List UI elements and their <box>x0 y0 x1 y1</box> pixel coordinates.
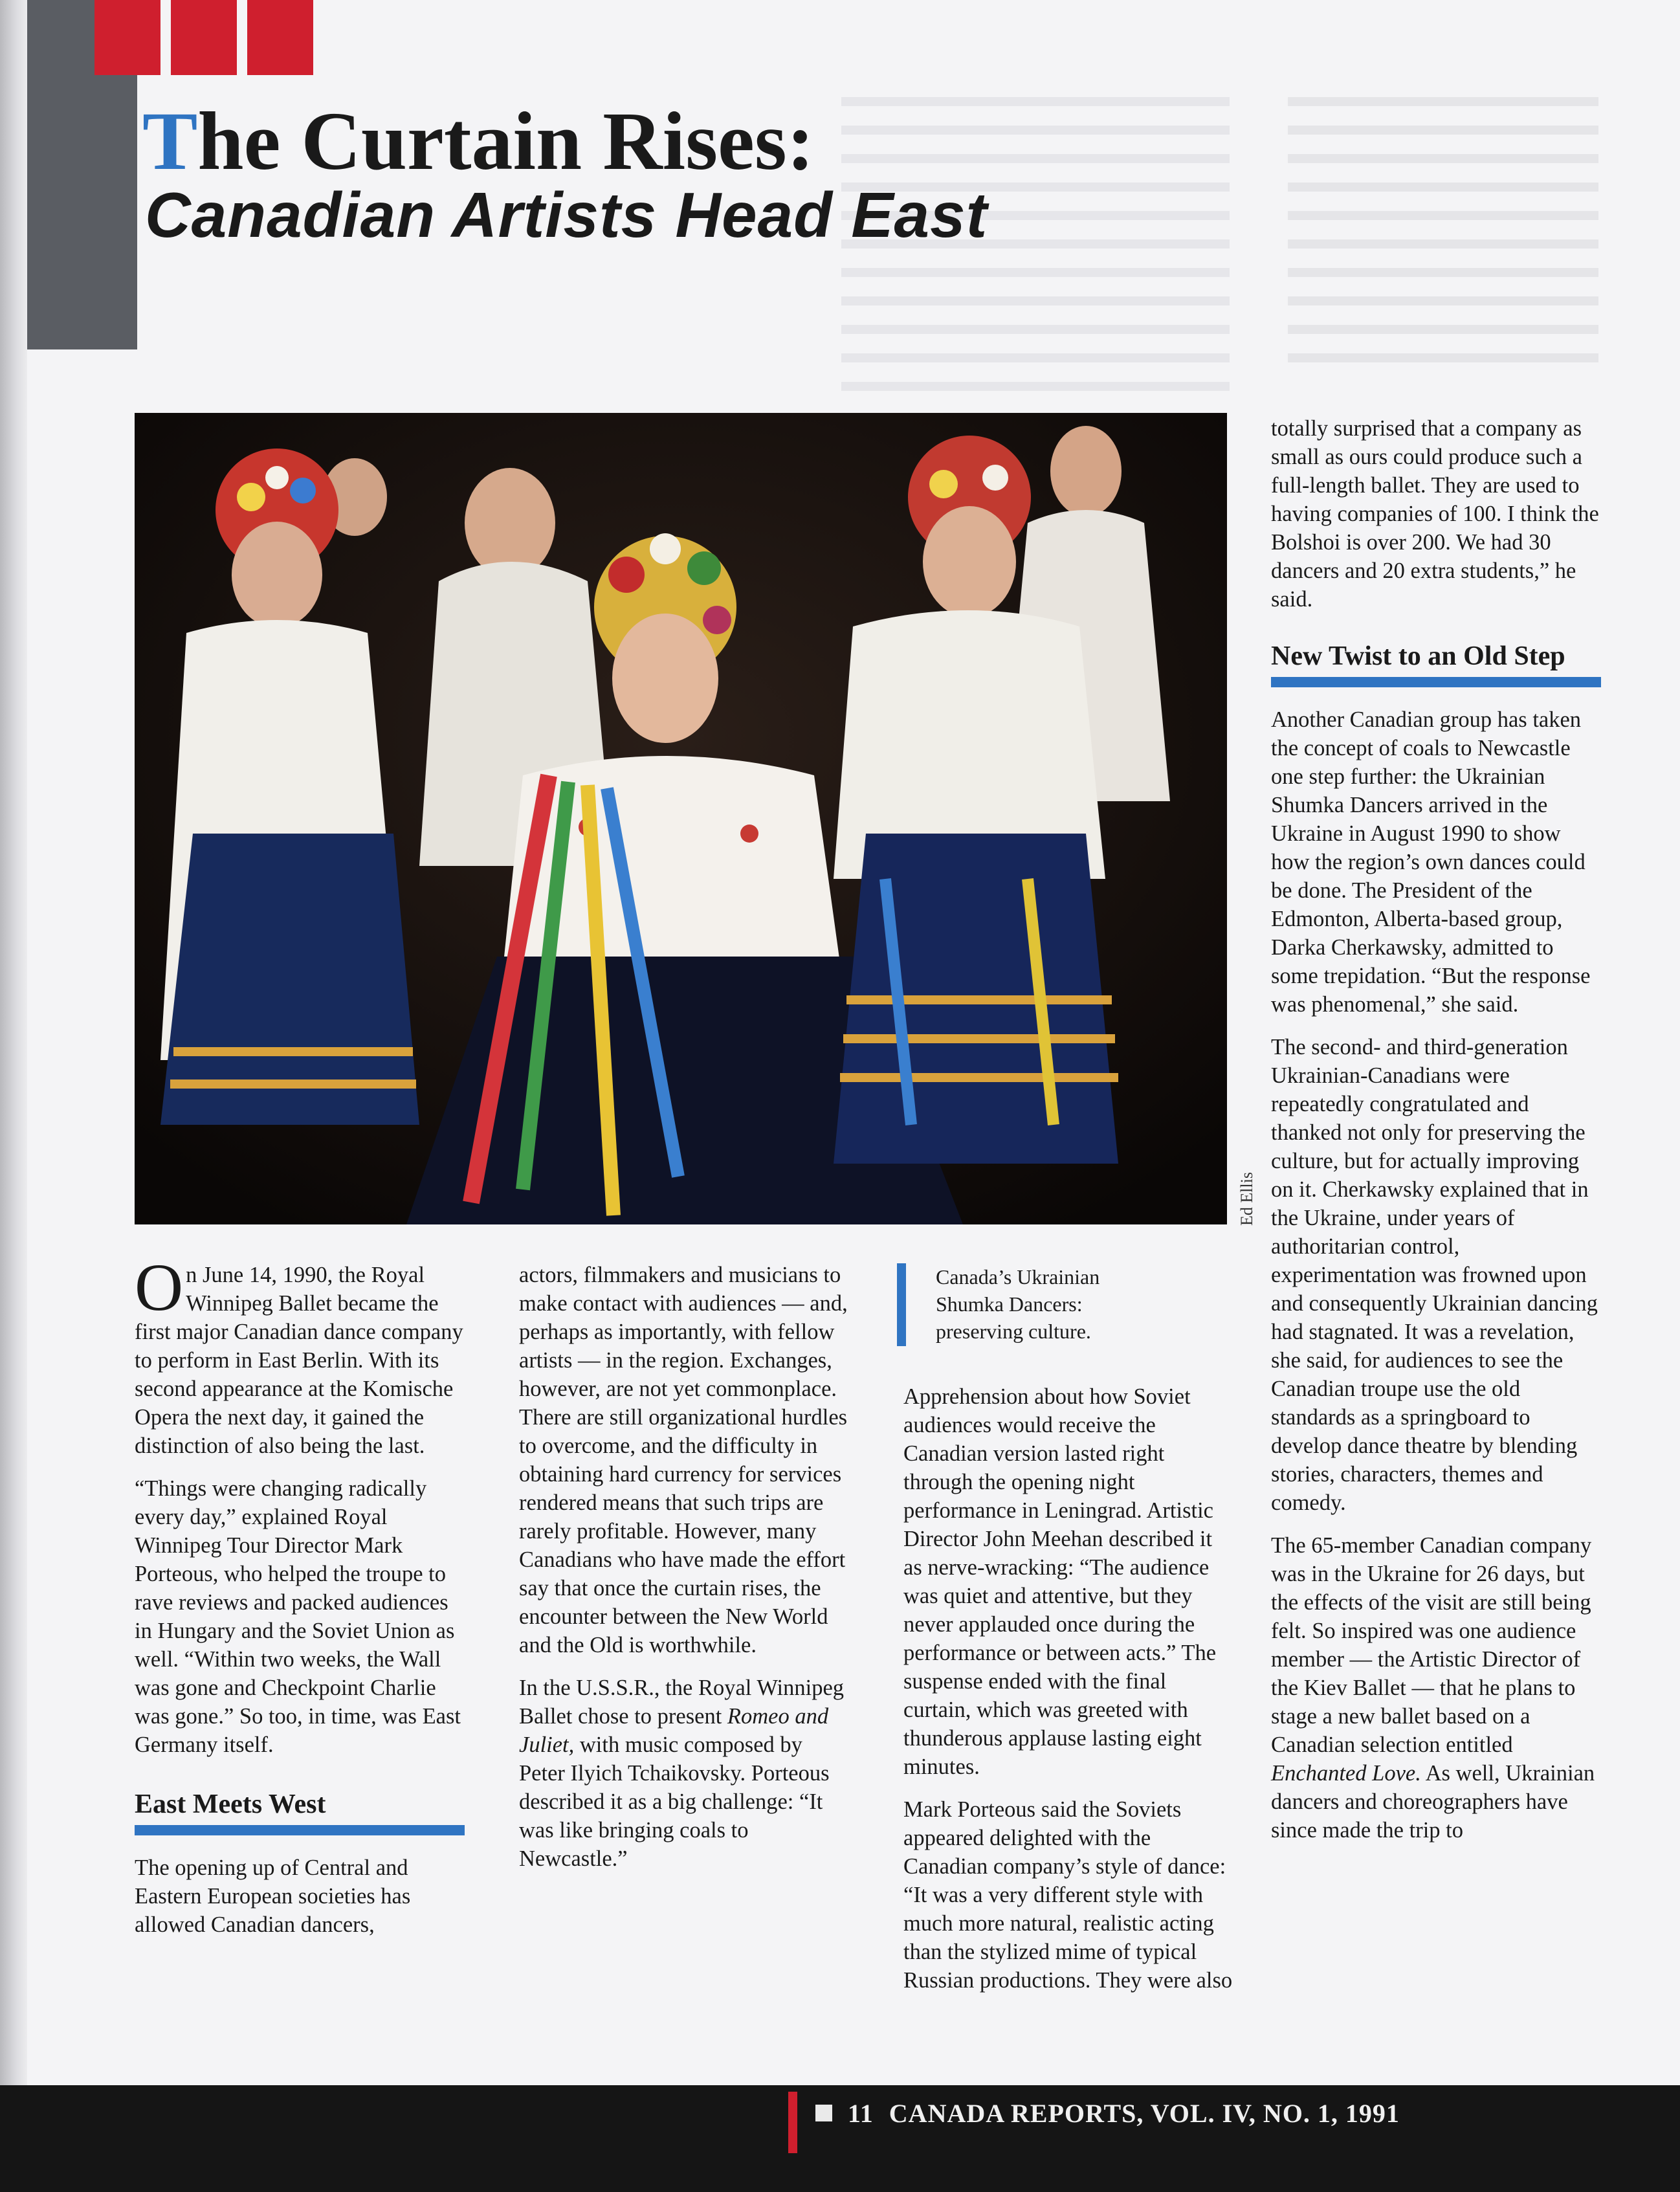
subhead-rule <box>135 1825 465 1835</box>
article-column-3 <box>903 1382 1233 2009</box>
paragraph <box>519 1674 849 1873</box>
paragraph-text: As well, Ukrainian dancers and choreographers have since made the trip to <box>1271 1761 1595 1843</box>
footer-red-marker <box>788 2092 797 2153</box>
article-column-1 <box>135 1250 465 1953</box>
caption-line: preserving culture. <box>936 1320 1091 1343</box>
article-column-4 <box>1271 414 1601 1859</box>
article-column-2 <box>519 1261 849 1887</box>
title-initial: T <box>142 95 198 187</box>
paragraph: totally surprised that a company as small as ours could produce such a full-length ballet. They are used to having companies of 100. I think the Bolshoi is over 200. We had 30 dancers and 20 extra students,” he said. <box>1271 416 1599 612</box>
paragraph: actors, filmmakers and musicians to make contact with audiences — and, perhaps as importantly, with fellow artists — in the region. Exchanges, however, are not yet commonplace. There are still organizational hurdles to overcome, and the difficulty in obtaining hard currency for services rendered means that such trips are rarely profitable. However, many Canadians who have made the effort say that once the curtain rises, the encounter between the New World and the Old is worthwhile. <box>519 1263 848 1657</box>
subhead-east-meets-west: East Meets West <box>135 1789 326 1819</box>
page-binding-edge <box>0 0 27 2192</box>
work-title: Enchanted Love. <box>1271 1761 1421 1786</box>
paragraph-text: In the U.S.S.R., the Royal Winnipeg Ballet chose to present <box>519 1676 845 1729</box>
paragraph-text: The 65-member Canadian company was in the Ukraine for 26 days, but the effects of the visit are still being felt. So inspired was one audience member — the Artistic Director of the Kiev Ballet — that he plans to stage a new ballet based on a Canadian selection entitled <box>1271 1533 1592 1757</box>
paragraph: “Things were changing radically every day,” explained Royal Winnipeg Tour Director Mark Porteous, who helped the troupe to rave reviews and packed audiences in Hungary and the Soviet Union as well. “Within two weeks, the Wall was gone and Checkpoint Charlie was gone.” So too, in time, was East Germany itself. <box>135 1476 461 1757</box>
page-subtitle: Canadian Artists Head East <box>145 179 988 250</box>
photo-caption <box>897 1263 1221 1346</box>
dancers-photo <box>135 413 1227 1224</box>
lead-paragraph <box>135 1250 465 1460</box>
page-title <box>142 96 814 186</box>
caption-line: Canada’s Ukrainian <box>936 1265 1100 1289</box>
paragraph-text: n June 14, 1990, the Royal Winnipeg Ballet became the first major Canadian dance company to perform in East Berlin. With its second appearance at the Komische Opera the next day, it gained the distinction of also being the last. <box>135 1263 463 1458</box>
show-through-texture <box>1288 97 1598 375</box>
caption-line: Shumka Dancers: <box>936 1292 1083 1316</box>
paragraph: Mark Porteous said the Soviets appeared delighted with the Canadian company’s style of dance: “It was a very different style with much more natural, realistic acting than the stylized mime of typical Russian productions. They were also <box>903 1797 1233 1993</box>
paragraph: The opening up of Central and Eastern European societies has allowed Canadian dancers, <box>135 1855 411 1937</box>
header-red-block <box>94 0 160 75</box>
page-number: 11 <box>848 2099 874 2128</box>
page-footer <box>0 2085 1680 2192</box>
paragraph: The second- and third-generation Ukrainian-Canadians were repeatedly congratulated and thanked not only for preserving the culture, but for actually improving on it. Cherkawsky explained that in the Ukraine, under years of authoritarian control, experimentation was frowned upon and consequently Ukrainian dancing had stagnated. It was a revelation, she said, for audiences to see the Canadian troupe use the old standards as a springboard to develop dance theatre by blending stories, characters, themes and comedy. <box>1271 1035 1598 1515</box>
work-title: Romeo and Juliet, <box>519 1704 829 1757</box>
footer-square-bullet <box>815 2105 832 2121</box>
header-red-block <box>247 0 313 75</box>
footer-folio <box>848 2096 1415 2132</box>
paragraph: Apprehension about how Soviet audiences would receive the Canadian version lasted right through the opening night performance in Leningrad. Artistic Director John Meehan described it as nerve-wracking: “The audience was quiet and attentive, but they never applauded once during the performance or between acts.” The suspense ended with the final curtain, which was greeted with thunderous applause lasting eight minutes. <box>903 1384 1217 1779</box>
subhead-new-twist: New Twist to an Old Step <box>1271 641 1565 671</box>
title-text: he Curtain Rises: <box>197 95 815 187</box>
publication-name: CANADA REPORTS, VOL. IV, NO. 1, 1991 <box>889 2099 1400 2128</box>
paragraph-text: with music composed by Peter Ilyich Tchaikovsky. Porteous described it as a big challenge: “It was like bringing coals to Newcastle.” <box>519 1733 830 1871</box>
subhead-rule <box>1271 677 1601 687</box>
paragraph: Another Canadian group has taken the concept of coals to Newcastle one step further: the Ukrainian Shumka Dancers arrived in the Ukraine in August 1990 to show how the region’s own dances could be done. The President of the Edmonton, Alberta-based group, Darka Cherkawsky, admitted to some trepidation. “But the response was phenomenal,” she said. <box>1271 707 1591 1017</box>
drop-cap: O <box>135 1250 184 1325</box>
photo-credit: Ed Ellis <box>1237 1171 1256 1226</box>
paragraph <box>1271 1531 1601 1844</box>
header-red-block <box>171 0 237 75</box>
